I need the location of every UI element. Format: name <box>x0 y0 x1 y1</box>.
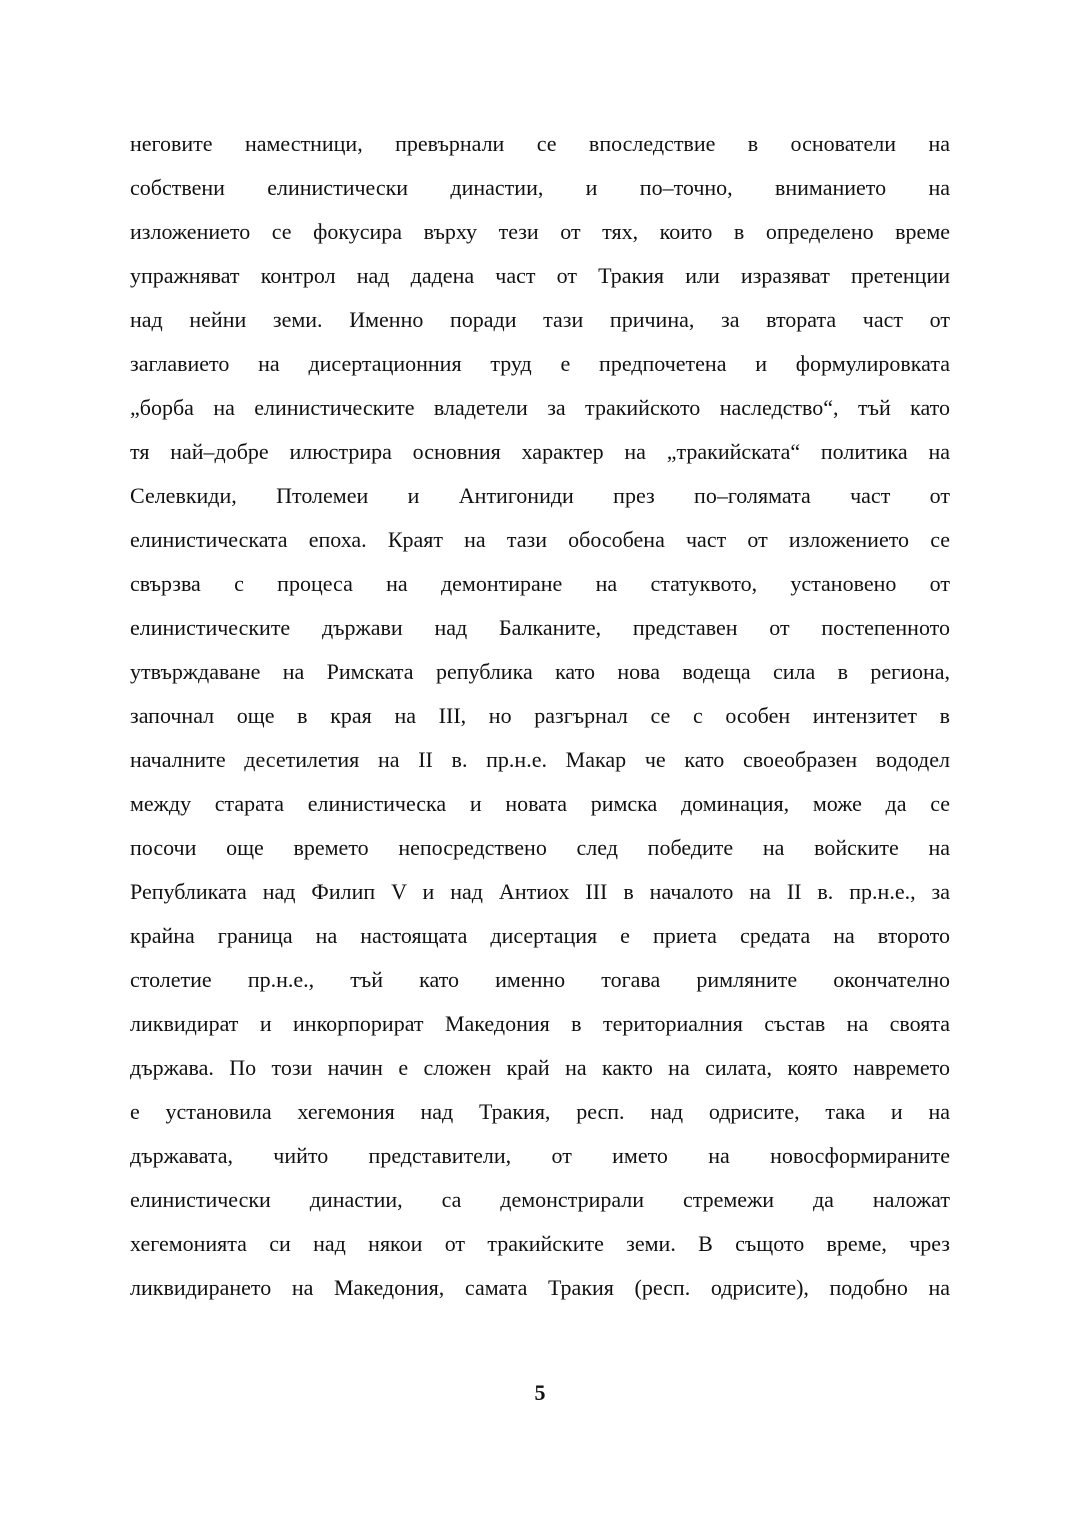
text-line-1: неговите наместници, превърнали се впоследствие в основатели на <box>130 131 950 156</box>
text-line-6: заглавието на дисертационния труд е предпочетена и формулировката <box>130 351 950 376</box>
text-line-17: посочи още времето непосредствено след победите на войските на <box>130 835 950 860</box>
text-line-22: държава. По този начин е сложен край на както на силата, която навремето <box>130 1055 950 1080</box>
text-line-25: елинистически династии, са демонстрирали стремежи да наложат <box>130 1187 950 1212</box>
text-line-4: упражняват контрол над дадена част от Тракия или изразяват претенции <box>130 263 950 288</box>
text-line-9: Селевкиди, Птолемеи и Антигониди през по–голямата част от <box>130 483 950 508</box>
text-line-3: изложението се фокусира върху тези от тях, които в определено време <box>130 219 950 244</box>
text-line-26: хегемонията си над някои от тракийските земи. В същото време, чрез <box>130 1231 950 1256</box>
text-line-7: „борба на елинистическите владетели за тракийското наследство“, тъй като <box>130 395 950 420</box>
text-line-19: крайна граница на настоящата дисертация е приета средата на второто <box>130 923 950 948</box>
text-line-13: утвърждаване на Римската република като нова водеща сила в региона, <box>130 659 950 684</box>
text-line-23: е установила хегемония над Тракия, респ. над одрисите, така и на <box>130 1099 950 1124</box>
text-line-24: държавата, чийто представители, от името на новосформираните <box>130 1143 950 1168</box>
text-line-8: тя най–добре илюстрира основния характер на „тракийската“ политика на <box>130 439 950 464</box>
text-line-27: ликвидирането на Македония, самата Тракия (респ. одрисите), подобно на <box>130 1275 950 1300</box>
text-line-12: елинистическите държави над Балканите, представен от постепенното <box>130 615 950 640</box>
text-line-15: началните десетилетия на II в. пр.н.е. Макар че като своеобразен вододел <box>130 747 950 772</box>
text-line-11: свързва с процеса на демонтиране на статуквото, установено от <box>130 571 950 596</box>
body-text <box>130 122 950 1310</box>
text-line-18: Републиката над Филип V и над Антиох III в началото на II в. пр.н.е., за <box>130 879 950 904</box>
text-line-5: над нейни земи. Именно поради тази причина, за втората част от <box>130 307 950 332</box>
text-line-14: започнал още в края на III, но разгърнал се с особен интензитет в <box>130 703 950 728</box>
text-line-2: собствени елинистически династии, и по–точно, вниманието на <box>130 175 950 200</box>
text-line-21: ликвидират и инкорпорират Македония в териториалния състав на своята <box>130 1011 950 1036</box>
text-line-16: между старата елинистическа и новата римска доминация, може да се <box>130 791 950 816</box>
text-line-10: елинистическата епоха. Краят на тази обособена част от изложението се <box>130 527 950 552</box>
text-line-20: столетие пр.н.е., тъй като именно тогава римляните окончателно <box>130 967 950 992</box>
page-number: 5 <box>534 1380 546 1405</box>
